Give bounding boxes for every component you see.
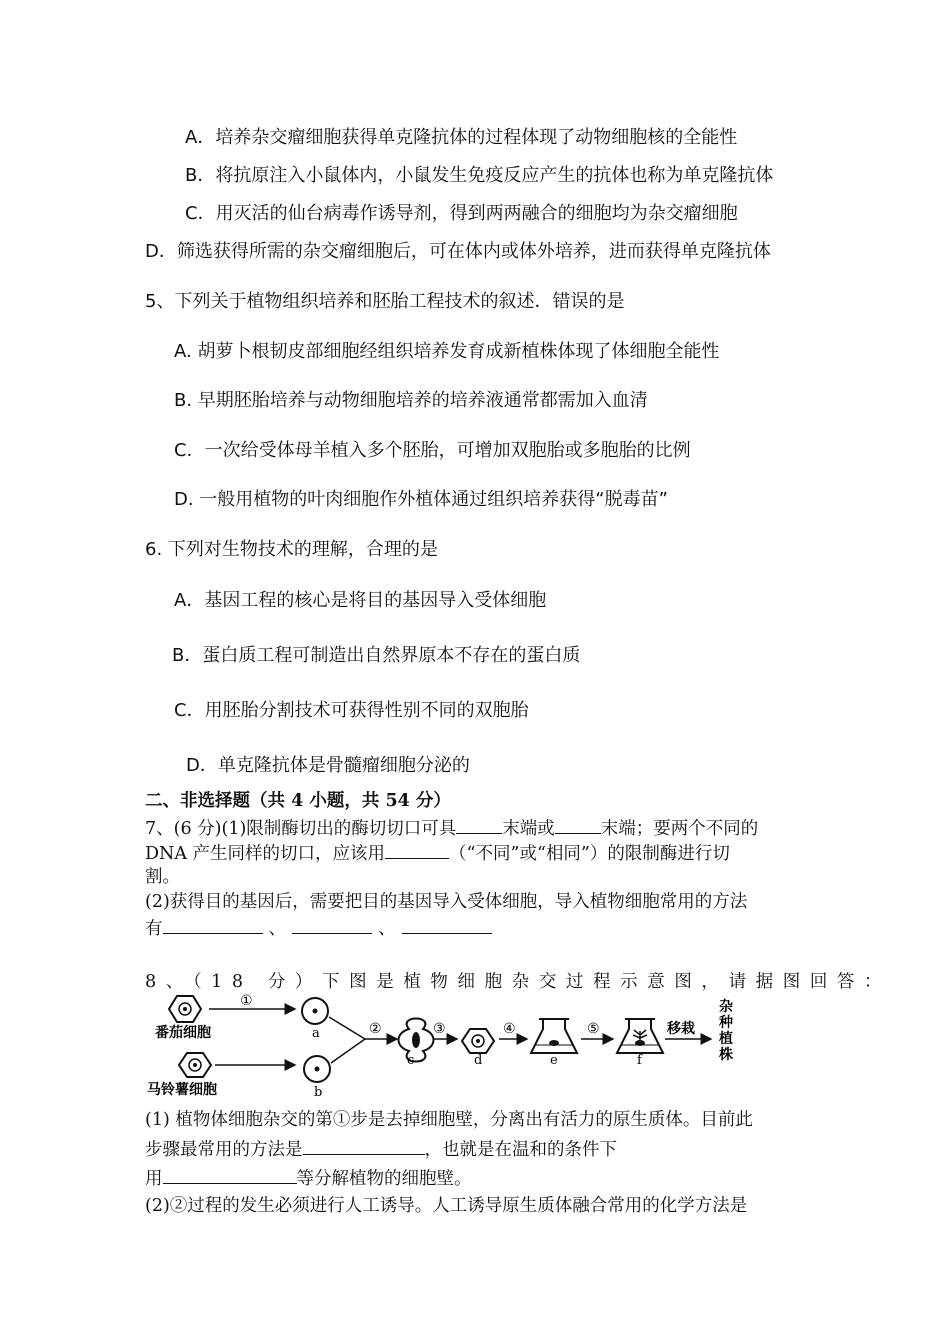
q7-line-1 [145, 815, 758, 841]
q8-part1-line-1: (1) 植物体细胞杂交的第①步是去掉细胞壁，分离出有活力的原生质体。目前此 [145, 1110, 753, 1130]
label-e: e [550, 1053, 558, 1068]
label-b: b [314, 1085, 323, 1100]
q8-text: 等分解植物的细胞壁。 [296, 1169, 472, 1189]
hybrid-plant-char: 杂 [719, 999, 733, 1015]
q8-part1-line-3 [145, 1165, 472, 1191]
q4-option-d: D．筛选获得所需的杂交瘤细胞后，可在体内或体外培养，进而获得单克隆抗体 [145, 241, 771, 262]
q5-option-a: A. 胡萝卜根韧皮部细胞经组织培养发育成新植株体现了体细胞全能性 [174, 341, 720, 362]
label-d: d [474, 1053, 483, 1068]
tomato-cell-label: 番茄细胞 [155, 1025, 211, 1041]
step-4-label: ④ [503, 1021, 516, 1037]
potato-cell-icon [179, 1053, 211, 1077]
label-a: a [312, 1026, 320, 1041]
hybrid-cell-d-icon [462, 1029, 494, 1053]
q4-option-b: B．将抗原注入小鼠体内，小鼠发生免疫反应产生的抗体也称为单克隆抗体 [185, 165, 774, 186]
q5-option-c: C．一次给受体母羊植入多个胚胎，可增加双胞胎或多胞胎的比例 [174, 440, 691, 461]
q6-option-c: C．用胚胎分割技术可获得性别不同的双胞胎 [174, 700, 529, 721]
q5-option-d: D. 一般用植物的叶肉细胞作外植体通过组织培养获得“脱毒苗” [174, 489, 668, 510]
answer-blank[interactable] [303, 1136, 425, 1155]
label-f: f [637, 1053, 642, 1068]
connector-line [331, 1039, 365, 1063]
q7-text: （“不同”或“相同”）的限制酶进行切 [449, 844, 730, 864]
q6-option-b: B．蛋白质工程可制造出自然界原本不存在的蛋白质 [172, 645, 581, 666]
step-2-label: ② [369, 1021, 382, 1037]
connector-line [329, 1017, 365, 1039]
answer-blank[interactable] [163, 1165, 297, 1184]
tomato-cell-icon [169, 996, 201, 1022]
q8-text: 用 [145, 1169, 163, 1189]
answer-blank[interactable] [163, 915, 263, 934]
separator: 、 [268, 919, 286, 939]
q7-line-4: (2)获得目的基因后，需要把目的基因导入受体细胞，导入植物细胞常用的方法 [145, 892, 748, 912]
flask-f-icon [617, 1019, 663, 1053]
potato-cell-label: 马铃薯细胞 [147, 1082, 217, 1098]
step-1-label: ① [240, 993, 253, 1009]
q7-line-5 [145, 915, 492, 941]
q5-option-b: B. 早期胚胎培养与动物细胞培养的培养液通常都需加入血清 [174, 390, 648, 411]
separator: 、 [378, 919, 396, 939]
q4-option-a: A．培养杂交瘤细胞获得单克隆抗体的过程体现了动物细胞核的全能性 [185, 127, 738, 148]
q7-line-2 [145, 840, 730, 866]
answer-blank[interactable] [385, 840, 449, 859]
step-3-label: ③ [433, 1021, 446, 1037]
q8-text: ，也就是在温和的条件下 [424, 1140, 617, 1160]
answer-blank[interactable] [402, 915, 492, 934]
section-heading: 二、非选择题（共 4 小题，共 54 分） [145, 791, 451, 811]
answer-blank[interactable] [456, 815, 502, 834]
protoplast-b-icon [304, 1056, 330, 1082]
q5-stem: 5、下列关于植物组织培养和胚胎工程技术的叙述．错误的是 [145, 291, 625, 312]
q8-title: 8、（18 分）下图是植物细胞杂交过程示意图，请据图回答： [145, 972, 892, 992]
answer-blank[interactable] [292, 915, 372, 934]
q7-text: 有 [145, 919, 163, 939]
q8-part1-line-2 [145, 1136, 617, 1162]
q7-text: 末端；要两个不同的 [600, 819, 759, 839]
answer-blank[interactable] [555, 815, 601, 834]
transplant-label: 移栽 [667, 1021, 695, 1037]
label-c: c [407, 1053, 415, 1068]
q7-text: 7、(6 分)(1)限制酶切出的酶切切口可具 [145, 819, 457, 839]
hybrid-plant-char: 植 [719, 1031, 733, 1047]
protoplast-a-icon [302, 998, 328, 1024]
q4-option-c: C．用灭活的仙台病毒作诱导剂，得到两两融合的细胞均为杂交瘤细胞 [185, 203, 738, 224]
q7-text: DNA 产生同样的切口，应该用 [145, 844, 386, 864]
q7-text: 末端或 [502, 819, 555, 839]
hybrid-plant-char: 株 [719, 1047, 733, 1063]
flask-e-icon [531, 1019, 577, 1053]
step-5-label: ⑤ [587, 1021, 600, 1037]
hybrid-plant-char: 种 [719, 1015, 733, 1031]
q6-option-d: D．单克隆抗体是骨髓瘤细胞分泌的 [186, 755, 470, 776]
fused-cell-c-icon [399, 1019, 434, 1062]
q8-text: 步骤最常用的方法是 [145, 1140, 303, 1160]
q7-line-3: 割。 [145, 867, 180, 887]
q6-option-a: A．基因工程的核心是将目的基因导入受体细胞 [174, 590, 547, 611]
cell-hybridization-diagram [145, 993, 805, 1103]
q8-part2-line-1: (2)②过程的发生必须进行人工诱导。人工诱导原生质体融合常用的化学方法是 [145, 1196, 748, 1216]
q6-stem: 6. 下列对生物技术的理解，合理的是 [145, 539, 438, 560]
